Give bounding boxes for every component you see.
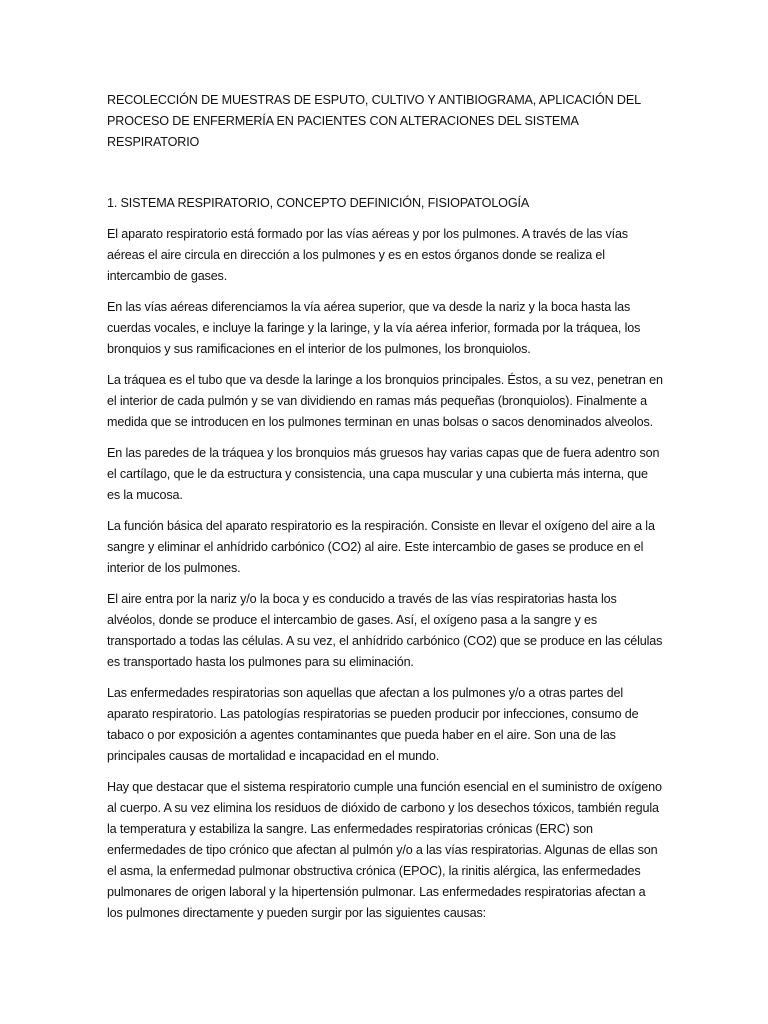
paragraph-7: Las enfermedades respiratorias son aquellas que afectan a los pulmones y/o a otras partes del aparato respiratorio. Las patologías respiratorias se pueden producir por infecciones, consumo de tabaco o por exposición a agentes contaminantes que pueda haber en el aire. Son una de las principales causas de mortalidad e incapacidad en el mundo.	[107, 686, 639, 763]
paragraph-4: En las paredes de la tráquea y los bronquios más gruesos hay varias capas que de fuera adentro son el cartílago, que le da estructura y consistencia, una capa muscular y una cubierta más interna, que es la mucosa.	[107, 446, 660, 502]
paragraph-8: Hay que destacar que el sistema respiratorio cumple una función esencial en el suministro de oxígeno al cuerpo. A su vez elimina los residuos de dióxido de carbono y los desechos tóxicos, también regula la temperatura y estabiliza la sangre. Las enfermedades respiratorias crónicas (ERC) son enfermedades de tipo crónico que afectan al pulmón y/o a las vías respiratorias. Algunas de ellas son el asma, la enfermedad pulmonar obstructiva crónica (EPOC), la rinitis alérgica, las enfermedades pulmonares de origen laboral y la hipertensión pulmonar. Las enfermedades respiratorias afectan a los pulmones directamente y pueden surgir por las siguientes causas:	[107, 780, 662, 920]
document-body	[107, 90, 663, 934]
section-heading: 1. SISTEMA RESPIRATORIO, CONCEPTO DEFINICIÓN, FISIOPATOLOGÍA	[107, 196, 530, 210]
paragraph-1: El aparato respiratorio está formado por las vías aéreas y por los pulmones. A través de las vías aéreas el aire circula en dirección a los pulmones y es en estos órganos donde se realiza el intercambio de gases.	[107, 227, 628, 283]
paragraph-3: La tráquea es el tubo que va desde la laringe a los bronquios principales. Éstos, a su vez, penetran en el interior de cada pulmón y se van dividiendo en ramas más pequeñas (bronquiolos). Finalmente a medida que se introducen en los pulmones terminan en unas bolsas o sacos denominados alveolos.	[107, 373, 663, 429]
paragraph-2: En las vías aéreas diferenciamos la vía aérea superior, que va desde la nariz y la boca hasta las cuerdas vocales, e incluye la faringe y la laringe, y la vía aérea inferior, formada por la tráquea, los bronquios y sus ramificaciones en el interior de los pulmones, los bronquiolos.	[107, 300, 641, 356]
paragraph-6: El aire entra por la nariz y/o la boca y es conducido a través de las vías respiratorias hasta los alvéolos, donde se produce el intercambio de gases. Así, el oxígeno pasa a la sangre y es transportado a todas las células. A su vez, el anhídrido carbónico (CO2) que se produce en las células es transportado hasta los pulmones para su eliminación.	[107, 592, 663, 669]
document-title: RECOLECCIÓN DE MUESTRAS DE ESPUTO, CULTIVO Y ANTIBIOGRAMA, APLICACIÓN DEL PROCESO DE ENFERMERÍA EN PACIENTES CON ALTERACIONES DEL SISTEMA RESPIRATORIO	[107, 93, 641, 149]
paragraph-5: La función básica del aparato respiratorio es la respiración. Consiste en llevar el oxígeno del aire a la sangre y eliminar el anhídrido carbónico (CO2) al aire. Este intercambio de gases se produce en el interior de los pulmones.	[107, 519, 655, 575]
